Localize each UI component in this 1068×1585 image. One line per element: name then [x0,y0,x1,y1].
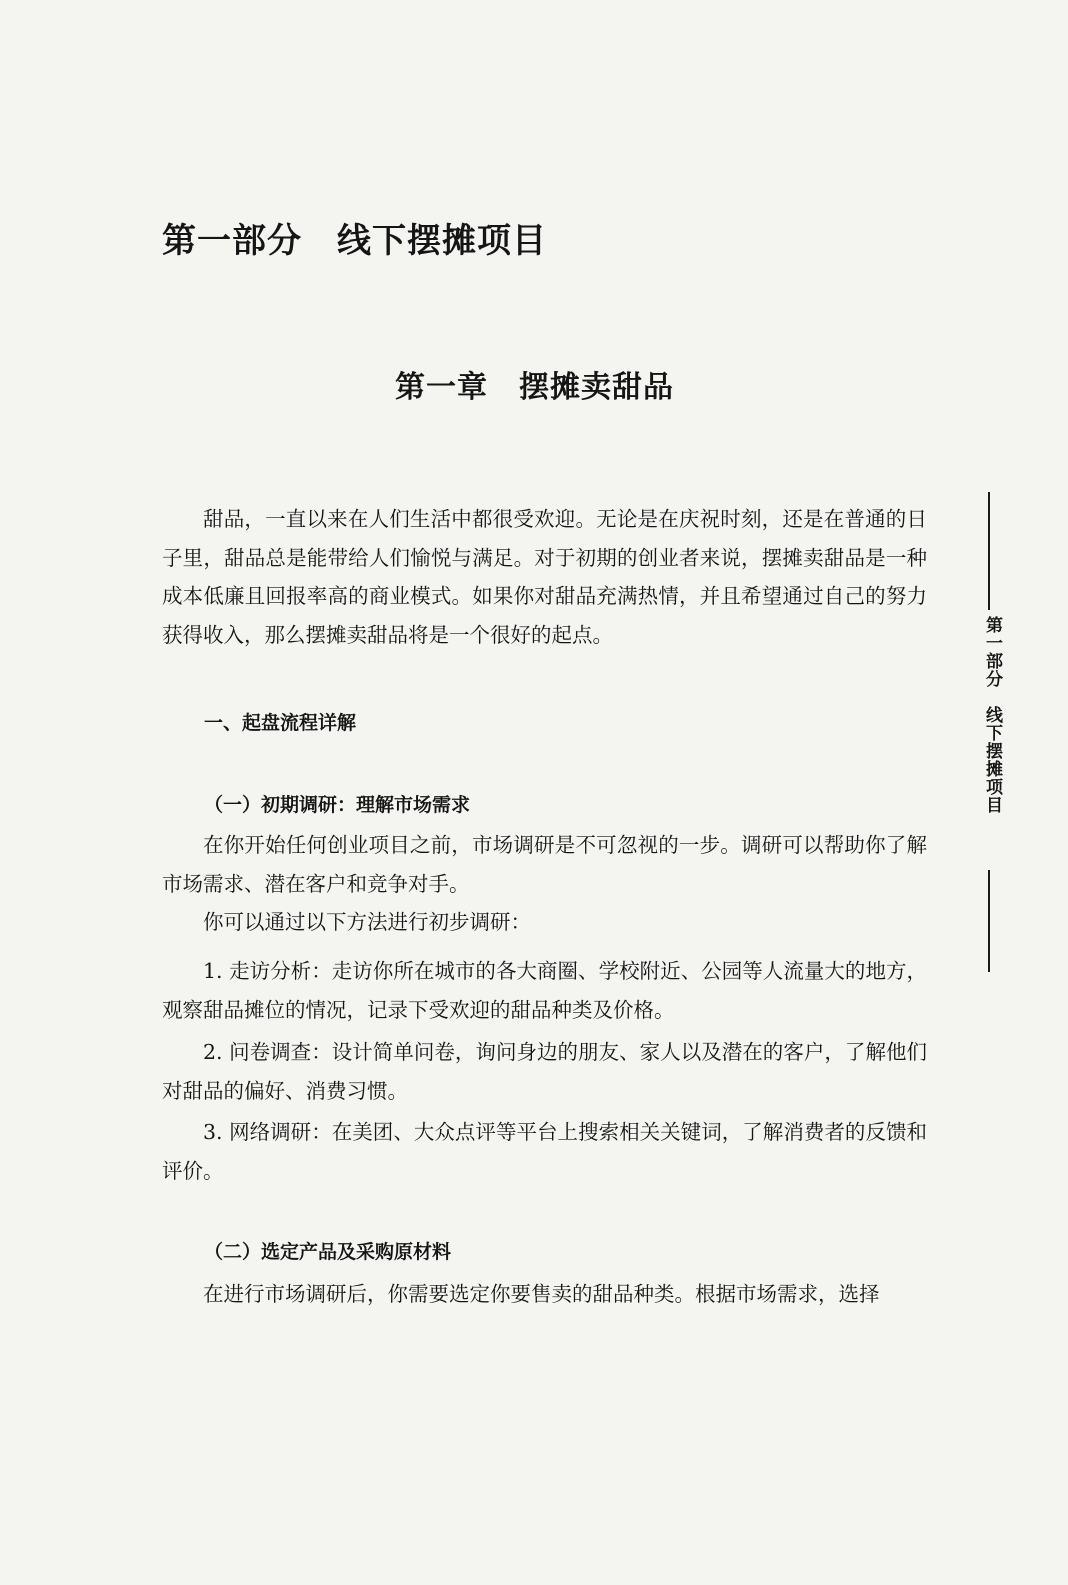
section-heading: 一、起盘流程详解 [204,712,357,734]
subsection-heading-2: （二）选定产品及采购原材料 [204,1241,452,1263]
side-tab-line-bottom [988,870,990,972]
list-item-questionnaire: 2. 问卷调查：设计简单问卷，询问身边的朋友、家人以及潜在的客户，了解他们对甜品的偏好、消费习惯。 [162,1040,927,1103]
side-tab [972,492,1006,972]
side-tab-label: 第一部分 线下摆摊项目 [982,616,1002,814]
part-title: 第一部分 线下摆摊项目 [162,221,547,261]
list-item-visit-analysis: 1. 走访分析：走访你所在城市的各大商圈、学校附近、公园等人流量大的地方，观察甜品摊位的情况，记录下受欢迎的甜品种类及价格。 [162,959,927,1022]
chapter-title: 第一章 摆摊卖甜品 [395,370,674,405]
paragraph-research-methods: 你可以通过以下方法进行初步调研： [203,910,531,934]
subsection-heading-1: （一）初期调研：理解市场需求 [204,794,471,816]
paragraph-product-selection: 在进行市场调研后，你需要选定你要售卖的甜品种类。根据市场需求，选择 [203,1282,880,1306]
intro-paragraph: 甜品，一直以来在人们生活中都很受欢迎。无论是在庆祝时刻，还是在普通的日子里，甜品总是能带给人们愉悦与满足。对于初期的创业者来说，摆摊卖甜品是一种成本低廉且回报率高的商业模式。如果你对甜品充满热情，并且希望通过自己的努力获得收入，那么摆摊卖甜品将是一个很好的起点。 [162,507,927,647]
paragraph-research-intro: 在你开始任何创业项目之前，市场调研是不可忽视的一步。调研可以帮助你了解市场需求、潜在客户和竞争对手。 [162,833,927,896]
list-item-online-research: 3. 网络调研：在美团、大众点评等平台上搜索相关关键词，了解消费者的反馈和评价。 [162,1120,927,1183]
side-tab-line-top [988,492,990,610]
